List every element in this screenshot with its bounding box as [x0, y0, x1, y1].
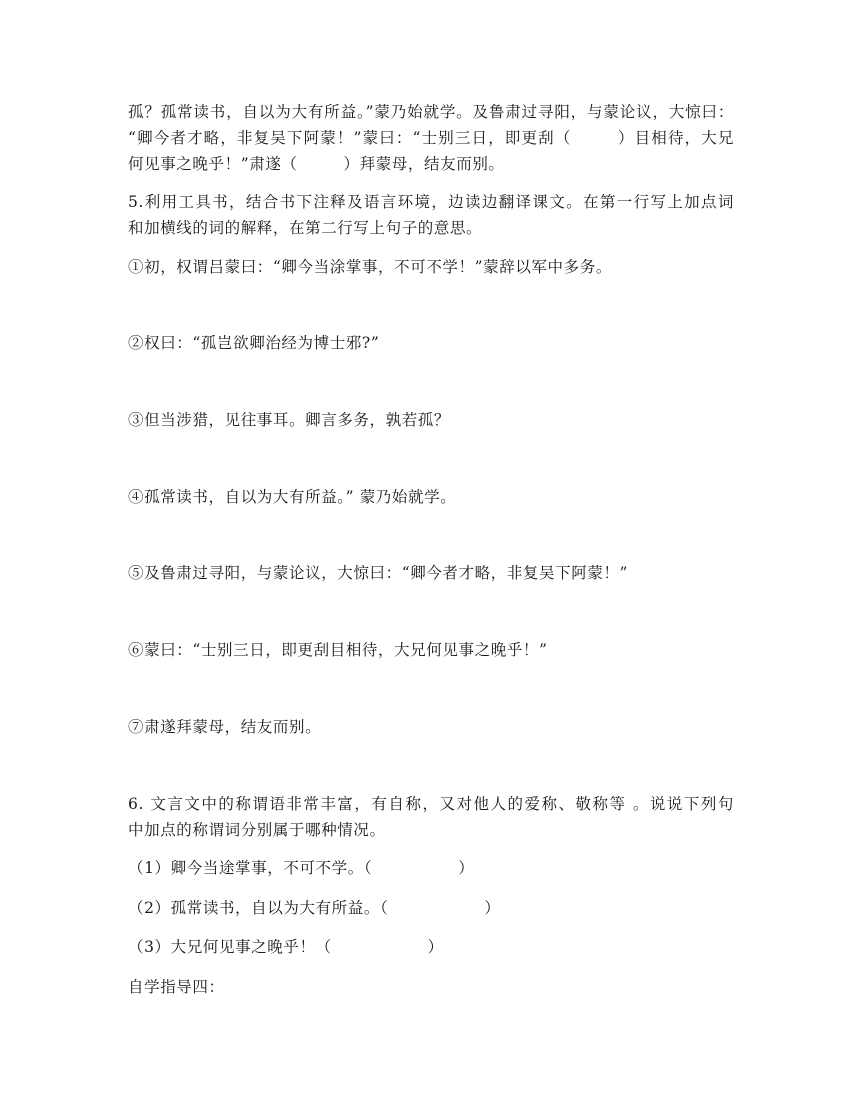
sentence-item-5: ⑤及鲁肃过寻阳，与蒙论议，大惊曰：“卿今者才略，非复吴下阿蒙！”: [128, 564, 629, 582]
passage-line-2-post: ）目相待，大兄: [617, 129, 734, 147]
q6-item-2-text: （2）孤常读书，自以为大有所益。（: [128, 899, 389, 917]
sentence-item-6: ⑥蒙曰：“士别三日，即更刮目相待，大兄何见事之晚乎！”: [128, 641, 548, 659]
q6-item-3-close: ）: [427, 938, 444, 956]
sentence-item-3: ③但当涉猎，见往事耳。卿言多务，孰若孤？: [128, 411, 451, 429]
q6-instruction-line-1: 6. 文言文中的称谓语非常丰富，有自称，又对他人的爱称、敬称等 。说说下列句: [128, 795, 734, 813]
sentence-item-7: ⑦肃遂拜蒙母，结友而别。: [128, 718, 322, 736]
q6-item-1-text: （1）卿今当途掌事，不可不学。（: [128, 859, 373, 877]
q6-item-3-text: （3）大兄何见事之晚乎！（: [128, 938, 332, 956]
passage-line-1: 孤？孤常读书，自以为大有所益。”蒙乃始就学。及鲁肃过寻阳，与蒙论议，大惊曰：: [128, 103, 734, 121]
q6-item-1: [128, 858, 474, 878]
passage-line-2-pre: “卿今者才略，非复吴下阿蒙！”蒙曰：“士别三日，即更刮（: [128, 129, 572, 147]
q5-instruction-line-2: 和加横线的词的解释，在第二行写上句子的意思。: [128, 219, 483, 237]
q6-item-3: [128, 937, 444, 957]
self-study-guide-heading: 自学指导四：: [128, 978, 225, 996]
sentence-item-2: ②权曰：“孤岂欲卿治经为博士邪?”: [128, 334, 380, 352]
passage-line-3-post: ）拜蒙母，结友而别。: [343, 155, 505, 173]
passage-line-3-pre: 何见事之晚乎！”肃遂（: [128, 155, 298, 173]
q5-instruction-line-1: 5.利用工具书，结合书下注释及语言环境，边读边翻译课文。在第一行写上加点词: [128, 193, 734, 211]
q6-instruction-line-2: 中加点的称谓词分别属于哪种情况。: [128, 821, 386, 839]
q6-item-2-close: ）: [484, 899, 501, 917]
q6-item-2: [128, 898, 500, 918]
passage-line-2: [128, 128, 734, 148]
passage-line-3: [128, 154, 505, 174]
q6-item-1-close: ）: [458, 859, 475, 877]
sentence-item-1: ①初，权谓吕蒙曰：“卿今当涂掌事，不可不学！”蒙辞以军中多务。: [128, 258, 612, 276]
sentence-item-4: ④孤常读书，自以为大有所益。” 蒙乃始就学。: [128, 488, 457, 506]
